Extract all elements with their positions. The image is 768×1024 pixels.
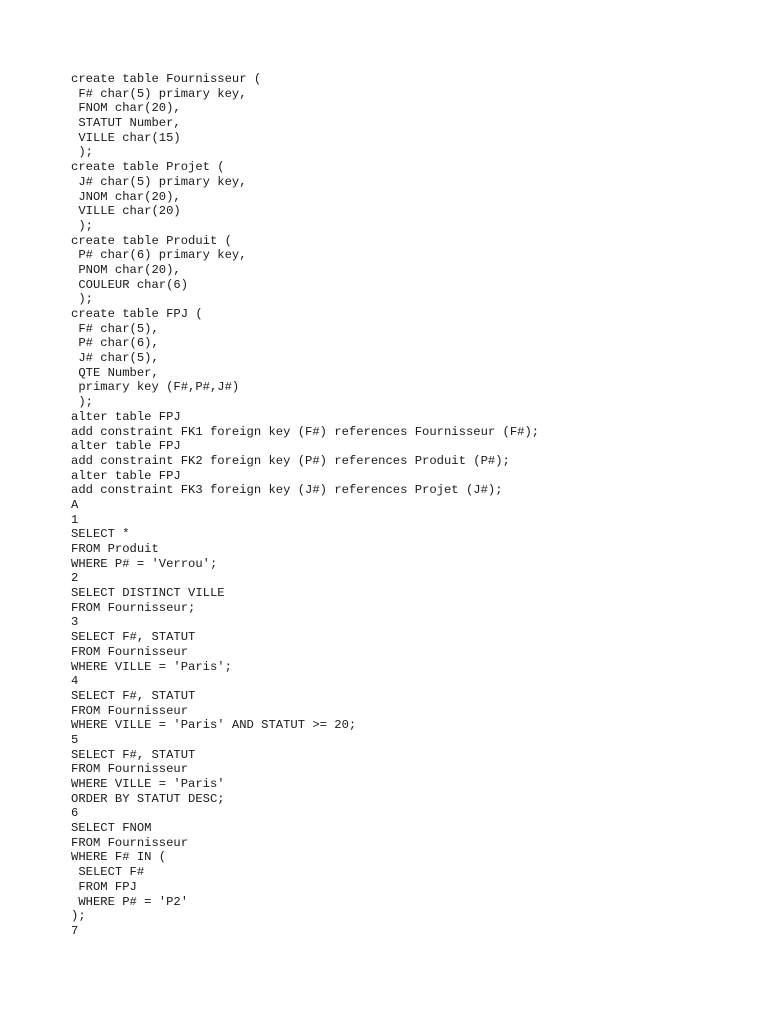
code-line: ORDER BY STATUT DESC; [71, 791, 225, 806]
code-line: alter table FPJ [71, 468, 181, 483]
code-line: SELECT F#, STATUT [71, 688, 196, 703]
code-line: ); [71, 292, 93, 307]
code-line: FROM Fournisseur [71, 703, 189, 718]
code-line: 4 [71, 674, 79, 689]
code-line: 5 [71, 732, 79, 747]
code-line: create table FPJ ( [71, 307, 203, 321]
code-line: F# char(5), [71, 321, 159, 336]
code-line: primary key (F#,P#,J#) [71, 380, 240, 395]
code-line: add constraint FK3 foreign key (J#) references Projet (J#); [71, 483, 503, 498]
code-line: WHERE VILLE = 'Paris' [71, 777, 225, 791]
code-line: ); [71, 395, 93, 410]
document-page [71, 72, 748, 939]
code-line: FROM Produit [71, 542, 159, 556]
code-line: P# char(6), [71, 336, 159, 351]
code-line: FROM Fournisseur [71, 835, 189, 850]
code-line: VILLE char(15) [71, 130, 181, 145]
code-line: J# char(5), [71, 351, 159, 366]
code-line: alter table FPJ [71, 439, 181, 454]
code-line: PNOM char(20), [71, 262, 181, 277]
code-line: COULEUR char(6) [71, 277, 189, 292]
code-line: 2 [71, 571, 79, 586]
code-line: 1 [71, 512, 79, 527]
code-line: SELECT * [71, 527, 130, 542]
code-line: WHERE F# IN ( [71, 850, 167, 865]
code-line: FROM FPJ [71, 879, 137, 894]
code-line: SELECT F#, STATUT [71, 747, 196, 762]
code-line: WHERE VILLE = 'Paris'; [71, 659, 232, 674]
code-line: FROM Fournisseur [71, 644, 189, 659]
code-line: WHERE P# = 'Verrou'; [71, 556, 218, 571]
code-line: SELECT FNOM [71, 821, 152, 836]
code-line: 7 [71, 923, 79, 938]
code-line: create table Produit ( [71, 233, 232, 248]
code-line: ); [71, 218, 93, 233]
code-line: SELECT F# [71, 865, 145, 880]
code-line: add constraint FK1 foreign key (F#) references Fournisseur (F#); [71, 424, 540, 439]
code-line: alter table FPJ [71, 409, 181, 424]
code-line: QTE Number, [71, 365, 159, 380]
code-line: 6 [71, 806, 79, 821]
code-line: 3 [71, 615, 79, 630]
code-line: FROM Fournisseur; [71, 600, 196, 615]
code-line: F# char(5) primary key, [71, 86, 247, 101]
code-line: WHERE P# = 'P2' [71, 894, 189, 909]
code-line: STATUT Number, [71, 116, 181, 131]
code-line: SELECT F#, STATUT [71, 630, 196, 645]
code-line: create table Projet ( [71, 160, 225, 175]
code-line: WHERE VILLE = 'Paris' AND STATUT >= 20; [71, 718, 357, 733]
code-line: ); [71, 145, 93, 160]
code-line: J# char(5) primary key, [71, 174, 247, 189]
code-line: FNOM char(20), [71, 101, 181, 116]
code-line: add constraint FK2 foreign key (P#) references Produit (P#); [71, 453, 510, 468]
code-line: JNOM char(20), [71, 189, 181, 204]
code-line: FROM Fournisseur [71, 762, 189, 777]
code-line: create table Fournisseur ( [71, 72, 262, 86]
code-line: A [71, 497, 79, 512]
code-line: SELECT DISTINCT VILLE [71, 586, 225, 601]
code-line: ); [71, 909, 86, 924]
code-line: P# char(6) primary key, [71, 248, 247, 263]
code-line: VILLE char(20) [71, 204, 181, 219]
